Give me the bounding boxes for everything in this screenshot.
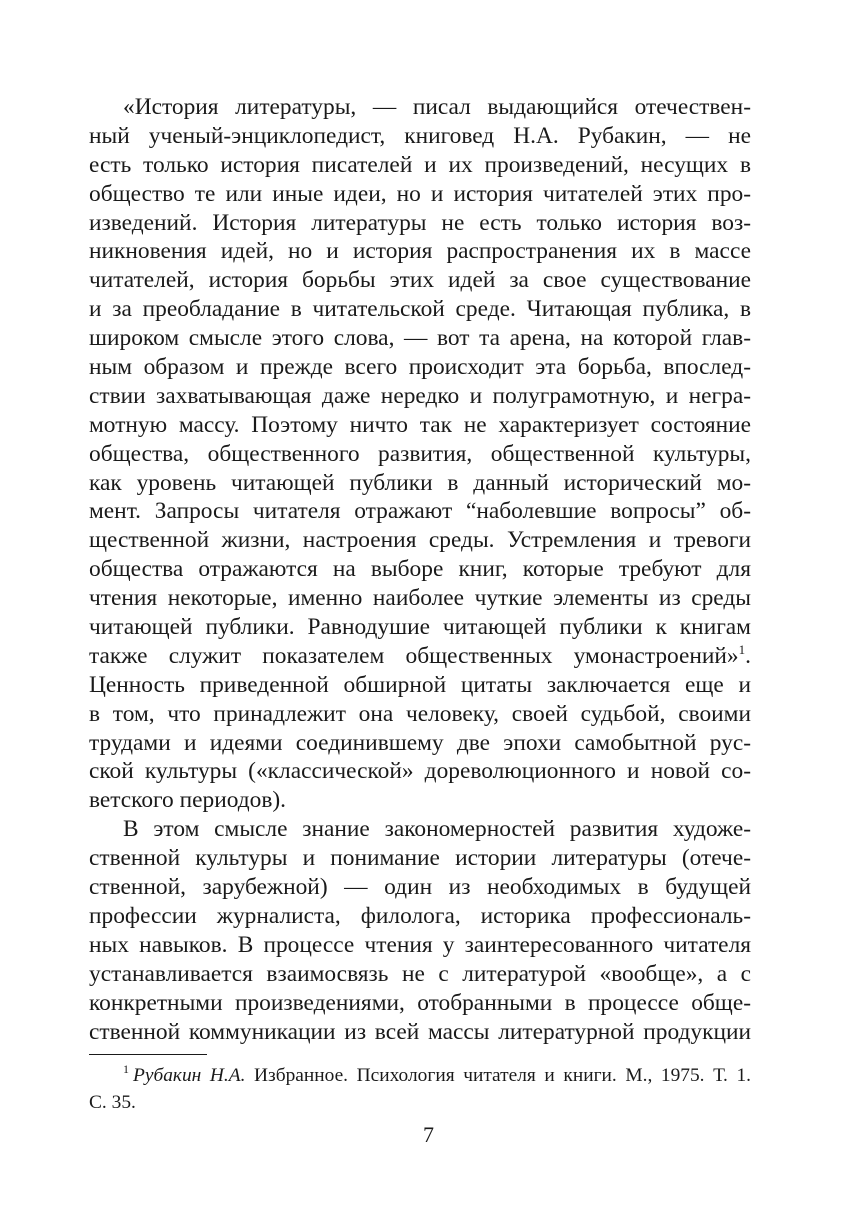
text-line: ственной, зарубежной) — один из необходимых в будущей bbox=[89, 874, 751, 901]
text-line: ской культуры («классической» дореволюционного и новой со- bbox=[89, 758, 751, 785]
text-line: ствии захватывающая даже нередко и полуграмотную, и негра- bbox=[89, 382, 751, 409]
text-line: читающей публики. Равнодушие читающей публики к книгам bbox=[89, 614, 751, 641]
text-line: никновения идей, но и история распространения их в массе bbox=[89, 238, 751, 265]
footnote-number: 1 bbox=[123, 1062, 129, 1076]
footnote-author: Рубакин Н.А. bbox=[133, 1065, 246, 1086]
text-line: и за преобладание в читательской среде. Читающая публика, в bbox=[89, 296, 751, 323]
text-line: конкретными произведениями, отобранными в процессе обще- bbox=[89, 989, 751, 1016]
footnote bbox=[89, 1062, 751, 1116]
text-line: как уровень читающей публики в данный исторический мо- bbox=[89, 469, 751, 496]
text-line: щественной жизни, настроения среды. Устремления и тревоги bbox=[89, 527, 751, 554]
text-line: трудами и идеями соединившему две эпохи самобытной рус- bbox=[89, 729, 751, 756]
text-line: В этом смысле знание закономерностей развития художе- bbox=[123, 816, 751, 843]
footnote-reference[interactable]: 1 bbox=[738, 641, 746, 657]
quote-end-text: также служит показателем общественных умонастроений» bbox=[89, 642, 739, 669]
text-line: изведений. История литературы не есть только история воз- bbox=[89, 209, 751, 236]
text-line: ственной коммуникации из всей массы литературной продукции bbox=[89, 1018, 751, 1045]
text-line: в том, что принадлежит она человеку, своей судьбой, своими bbox=[89, 700, 751, 727]
text-line-quote-end: также служит показателем общественных умонастроений»$^1$. bbox=[89, 641, 751, 669]
footnote-divider bbox=[89, 1054, 207, 1055]
text-line: общества, общественного развития, общественной культуры, bbox=[89, 440, 751, 467]
text-line: профессии журналиста, филолога, историка профессиональ- bbox=[89, 902, 751, 929]
main-text bbox=[89, 93, 751, 1046]
text-line: читателей, история борьбы этих идей за свое существование bbox=[89, 267, 751, 294]
text-line: широком смысле этого слова, — вот та арена, на которой глав- bbox=[89, 325, 751, 352]
text-line: общество те или иные идеи, но и история читателей этих про- bbox=[89, 180, 751, 207]
text-line: есть только история писателей и их произведений, несущих в bbox=[89, 151, 751, 178]
text-line: ным образом и прежде всего происходит эта борьба, впослед- bbox=[89, 354, 751, 381]
text-line: «История литературы, — писал выдающийся отечествен- bbox=[123, 94, 751, 120]
text-line: общества отражаются на выборе книг, которые требуют для bbox=[89, 556, 751, 583]
page-number: 7 bbox=[423, 1122, 434, 1147]
paragraph-2 bbox=[89, 815, 751, 1046]
text-line: мент. Запросы читателя отражают “наболевшие вопросы” об- bbox=[89, 498, 751, 525]
paragraph-1 bbox=[89, 93, 751, 815]
footnote-text: Избранное. Психология читателя и книги. М., 1975. Т. 1. bbox=[254, 1065, 751, 1086]
text-line: ных навыков. В процессе чтения у заинтересованного читателя bbox=[89, 931, 751, 958]
text-line: мотную массу. Поэтому ничто так не характеризует состояние bbox=[89, 411, 751, 438]
footnote-line: С. 35. bbox=[89, 1092, 136, 1113]
text-line: чтения некоторые, именно наиболее чуткие элементы из среды bbox=[89, 585, 751, 612]
footnote-line bbox=[89, 1062, 751, 1089]
text-line: ветского периодов). bbox=[89, 787, 287, 814]
text-line: устанавливается взаимосвязь не с литературой «вообще», а с bbox=[89, 960, 751, 987]
text-line: Ценность приведенной обширной цитаты заключается еще и bbox=[89, 671, 751, 698]
text-line: ственной культуры и понимание истории литературы (отече- bbox=[89, 845, 751, 872]
text-line: ный ученый-энциклопедист, книговед Н.А. Рубакин, — не bbox=[89, 122, 751, 149]
